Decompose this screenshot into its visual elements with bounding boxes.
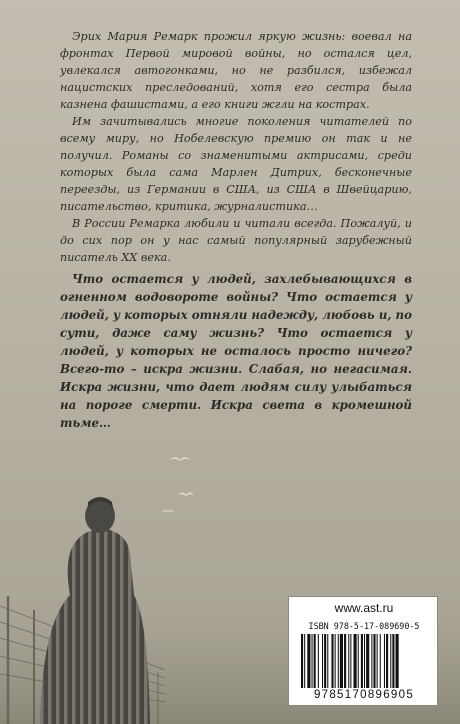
- barcode-panel: [288, 596, 438, 706]
- annotation-paragraph-1: Эрих Мария Ремарк прожил яркую жизнь: воевал на фронтах Первой мировой войны, но остался цел, увлекался автогонками, но не разбился, избежал нацистских преследований, хотя его сестра была казнена фашистами, а его книги жгли на кострах.: [60, 30, 412, 111]
- publisher-website: www.ast.ru: [334, 601, 394, 615]
- bird-shapes: [162, 457, 194, 513]
- isbn-number: ISBN 978-5-17-089690-5: [308, 621, 420, 631]
- annotation-paragraph-3: В России Ремарка любили и читали всегда. Пожалуй, и до сих пор он у нас самый популярный зарубежный писатель XX века.: [60, 217, 412, 264]
- quote-paragraph: Что остается у людей, захлебывающихся в огненном водовороте войны? Что остается у людей, у которых отняли надежду, любовь и, по сути, даже саму жизнь? Что остается у людей, у которых не осталось просто ничего? Всего-то – искра жизни. Слабая, но негасимая. Искра жизни, что дает людям силу улыбаться на пороге смерти. Искра света в кромешной тьме…: [60, 272, 412, 430]
- barcode-icon: [301, 634, 427, 688]
- annotation-paragraph-2: Им зачитывались многие поколения читателей по всему миру, но Нобелевскую премию он так и не получил. Романы со знаменитыми актрисами, среди которых была сама Марлен Дитрих, бесконечные переезды, из Германии в США, из США в Швейцарию, писательство, критика, журналистика…: [60, 115, 412, 213]
- barcode-digits: 9785170896905: [313, 689, 415, 701]
